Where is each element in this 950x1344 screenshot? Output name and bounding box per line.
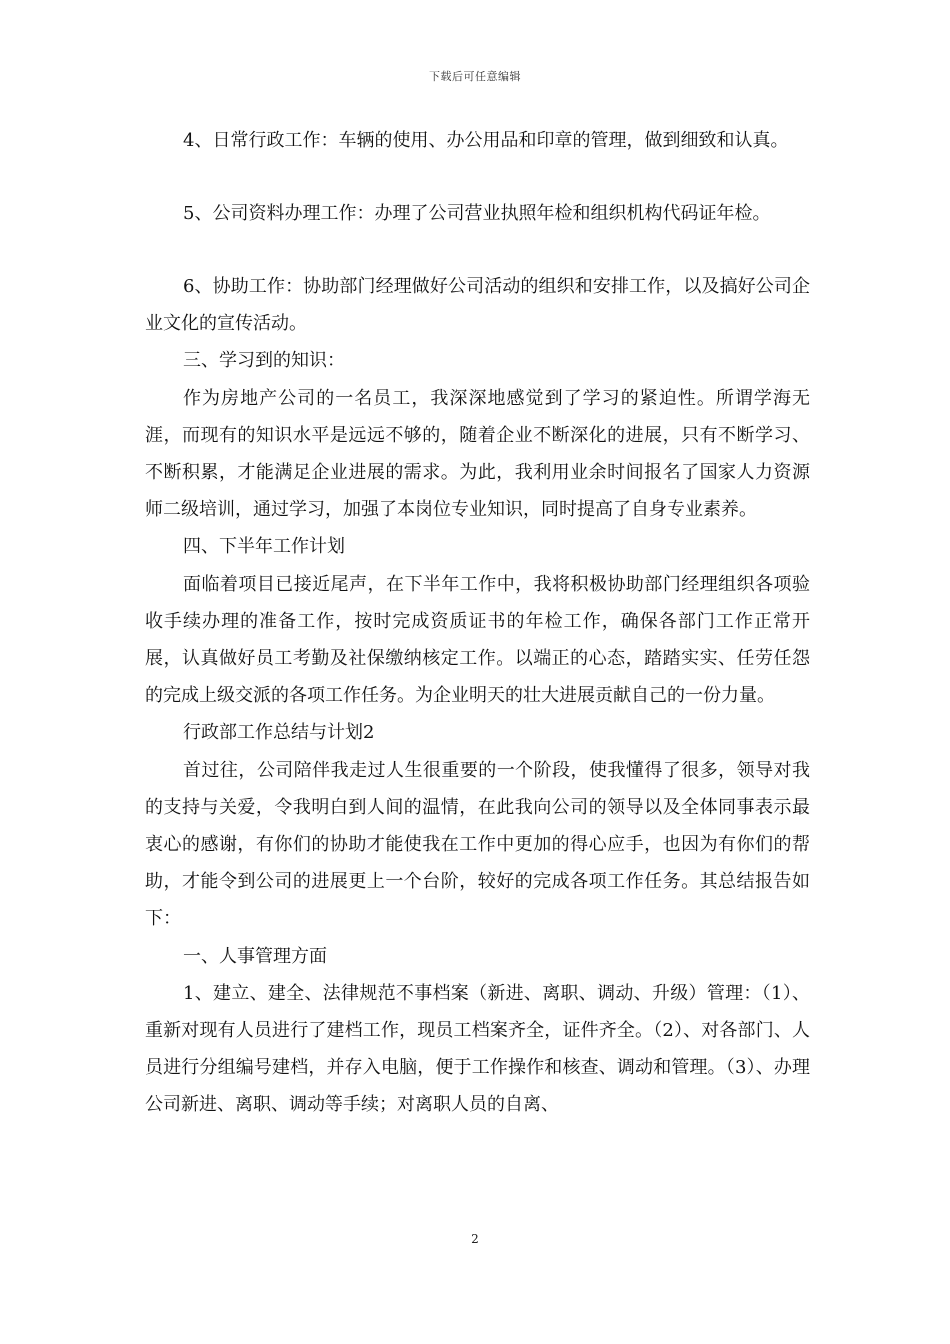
paragraph-learning: 作为房地产公司的一名员工，我深深地感觉到了学习的紧迫性。所谓学海无涯，而现有的知识水平是远远不够的，随着企业不断深化的进展，只有不断学习、不断积累，才能满足企业进展的需求。为此，我利用业余时间报名了国家人力资源师二级培训，通过学习，加强了本岗位专业知识，同时提高了自身专业素养。 [145, 387, 810, 521]
paragraph-intro: 首过往，公司陪伴我走过人生很重要的一个阶段，使我懂得了很多，领导对我的支持与关爱，令我明白到人间的温情，在此我向公司的领导以及全体同事表示最衷心的感谢，有你们的协助才能使我在工作中更加的得心应手，也因为有你们的帮助，才能令到公司的进展更上一个台阶，较好的完成各项工作任务。其总结报告如下： [145, 759, 810, 930]
section-title-2: 行政部工作总结与计划2 [183, 722, 375, 744]
section-heading-4: 四、下半年工作计划 [183, 536, 345, 558]
page-header: 下载后可任意编辑 [429, 70, 521, 83]
paragraph-item-4: 4、日常行政工作：车辆的使用、办公用品和印章的管理，做到细致和认真。 [183, 130, 789, 151]
body-block-1 [145, 122, 810, 159]
paragraph-hr-archives: 1、建立、建全、法律规范不事档案（新进、离职、调动、升级）管理：（1）、重新对现有人员进行了建档工作，现员工档案齐全，证件齐全。（2）、对各部门、人员进行分组编号建档，并存入电脑，便于工作操作和核查、调动和管理。（3）、办理公司新进、离职、调动等手续；对离职人员的自离、 [145, 982, 810, 1116]
section-heading-3: 三、学习到的知识： [183, 350, 345, 372]
body-block-main [145, 268, 810, 1124]
paragraph-item-6: 6、协助工作：协助部门经理做好公司活动的组织和安排工作，以及搞好公司企业文化的宣传活动。 [145, 276, 810, 335]
body-block-2 [145, 195, 810, 232]
section-heading-1: 一、人事管理方面 [183, 945, 327, 967]
page-number: 2 [471, 1232, 479, 1246]
paragraph-item-5: 5、公司资料办理工作：办理了公司营业执照年检和组织机构代码证年检。 [183, 203, 771, 224]
paragraph-plan: 面临着项目已接近尾声，在下半年工作中，我将积极协助部门经理组织各项验收手续办理的准备工作，按时完成资质证书的年检工作，确保各部门工作正常开展，认真做好员工考勤及社保缴纳核定工作。以端正的心态，踏踏实实、任劳任怨的完成上级交派的各项工作任务。为企业明天的壮大进展贡献自己的一份力量。 [145, 573, 810, 707]
